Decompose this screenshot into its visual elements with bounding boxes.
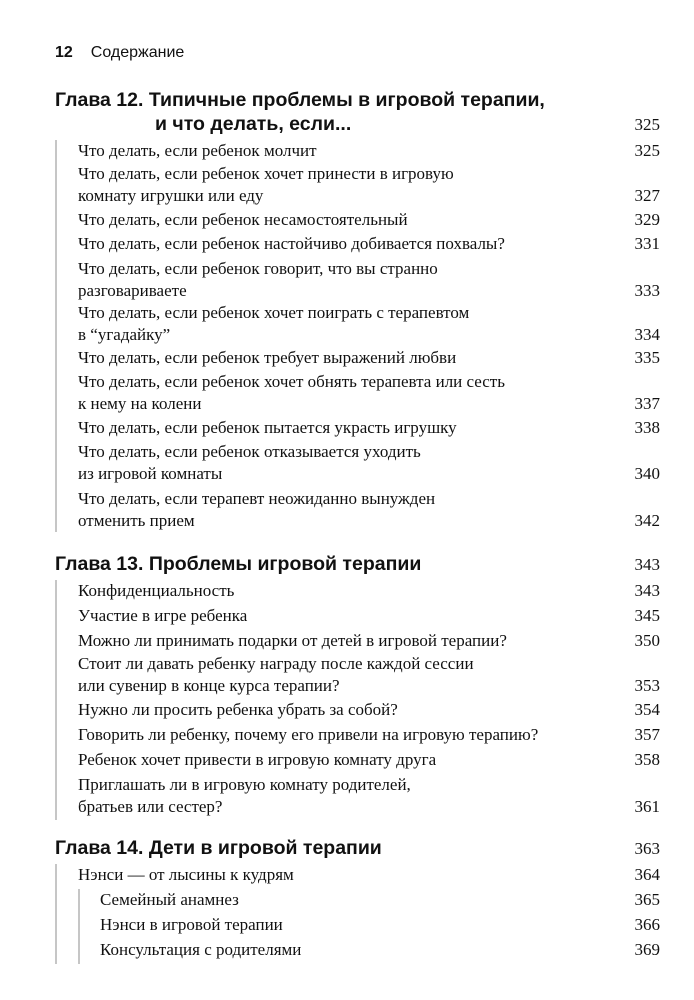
toc-entry[interactable]: [0, 653, 694, 697]
entry-page-number: 365: [634, 890, 660, 909]
chapter-page-number: 363: [634, 839, 660, 858]
entry-title: Ребенок хочет привести в игровую комнату друга: [78, 750, 437, 769]
toc-chapter-12[interactable]: [0, 86, 694, 136]
toc-subentry[interactable]: [0, 939, 694, 961]
entry-title: Стоит ли давать ребенку награду после каждой сессии или сувенир в конце курса терапии?: [78, 654, 474, 695]
chapter-title: Глава 14. Дети в игровой терапии: [55, 837, 382, 859]
entry-title: Что делать, если ребенок настойчиво добивается похвалы?: [78, 234, 505, 253]
entry-page-number: 333: [634, 281, 660, 300]
entry-page-number: 369: [634, 940, 660, 959]
chapter-title: Глава 12. Типичные проблемы в игровой терапии,: [55, 89, 545, 111]
entry-title: Нэнси — от лысины к кудрям: [78, 865, 294, 884]
toc-entry[interactable]: [0, 441, 694, 485]
toc-entry[interactable]: [0, 140, 694, 162]
toc-entry[interactable]: [0, 417, 694, 439]
entry-title: Конфиденциальность: [78, 581, 235, 600]
entry-page-number: 327: [634, 186, 660, 205]
chapter-title: Глава 13. Проблемы игровой терапии: [55, 553, 422, 575]
toc-entry[interactable]: [0, 371, 694, 415]
header-title: Содержание: [90, 44, 185, 61]
toc-chapter-13[interactable]: [0, 552, 694, 576]
chapter-page-number: 325: [634, 115, 660, 134]
entry-title: Что делать, если ребенок хочет принести в игровую комнату игрушки или еду: [78, 164, 454, 205]
toc-entry[interactable]: [0, 605, 694, 627]
toc-entry[interactable]: [0, 233, 694, 255]
toc-chapter-14[interactable]: [0, 836, 694, 860]
entry-page-number: 353: [634, 676, 660, 695]
entry-title: Консультация с родителями: [100, 940, 302, 959]
entry-title: Что делать, если ребенок говорит, что вы странно разговариваете: [78, 259, 438, 300]
entry-page-number: 340: [634, 464, 660, 483]
toc-entry[interactable]: [0, 749, 694, 771]
entry-title: Что делать, если ребенок отказывается уходить из игровой комнаты: [78, 442, 421, 483]
entry-title: Что делать, если ребенок хочет поиграть с терапевтом в “угадайку”: [78, 303, 470, 344]
entry-page-number: 364: [634, 865, 660, 884]
chapter-title-continued: и что делать, если...: [155, 113, 352, 135]
entry-title: Что делать, если ребенок несамостоятельный: [78, 210, 408, 229]
header-page-number: 12: [55, 44, 73, 61]
entry-page-number: 342: [634, 511, 660, 530]
entry-title: Нэнси в игровой терапии: [100, 915, 283, 934]
entry-title: Участие в игре ребенка: [78, 606, 248, 625]
toc-subentry[interactable]: [0, 914, 694, 936]
entry-page-number: 350: [634, 631, 660, 650]
toc-entry[interactable]: [0, 163, 694, 207]
toc-entry[interactable]: [0, 724, 694, 746]
entry-page-number: 358: [634, 750, 660, 769]
entry-page-number: 345: [634, 606, 660, 625]
entry-page-number: 366: [634, 915, 660, 934]
running-header: [55, 44, 184, 62]
entry-title: Что делать, если ребенок хочет обнять терапевта или сесть к нему на колени: [78, 372, 505, 413]
entry-page-number: 331: [634, 234, 660, 253]
entry-page-number: 361: [634, 797, 660, 816]
toc-entry[interactable]: [0, 699, 694, 721]
toc-entry[interactable]: [0, 580, 694, 602]
toc-entry[interactable]: [0, 864, 694, 886]
toc-entry[interactable]: [0, 347, 694, 369]
chapter-page-number: 343: [634, 555, 660, 574]
entry-title: Что делать, если ребенок пытается украсть игрушку: [78, 418, 457, 437]
entry-title: Что делать, если терапевт неожиданно вынужден отменить прием: [78, 489, 436, 530]
entry-page-number: 325: [634, 141, 660, 160]
entry-title: Семейный анамнез: [100, 890, 239, 909]
entry-page-number: 357: [634, 725, 660, 744]
toc-entry[interactable]: [0, 302, 694, 346]
toc-entry[interactable]: [0, 209, 694, 231]
entry-title: Что делать, если ребенок требует выражений любви: [78, 348, 457, 367]
toc-entry[interactable]: [0, 258, 694, 302]
entry-title: Можно ли принимать подарки от детей в игровой терапии?: [78, 631, 507, 650]
entry-page-number: 338: [634, 418, 660, 437]
entry-title: Говорить ли ребенку, почему его привели на игровую терапию?: [78, 725, 539, 744]
entry-page-number: 334: [634, 325, 660, 344]
entry-title: Нужно ли просить ребенка убрать за собой?: [78, 700, 398, 719]
toc-entry[interactable]: [0, 488, 694, 532]
entry-page-number: 354: [634, 700, 660, 719]
toc-entry[interactable]: [0, 774, 694, 818]
entry-page-number: 343: [634, 581, 660, 600]
entry-page-number: 335: [634, 348, 660, 367]
entry-page-number: 329: [634, 210, 660, 229]
entry-title: Приглашать ли в игровую комнату родителей, братьев или сестер?: [78, 775, 411, 816]
toc-entry[interactable]: [0, 630, 694, 652]
entry-title: Что делать, если ребенок молчит: [78, 141, 317, 160]
toc-subentry[interactable]: [0, 889, 694, 911]
entry-page-number: 337: [634, 394, 660, 413]
